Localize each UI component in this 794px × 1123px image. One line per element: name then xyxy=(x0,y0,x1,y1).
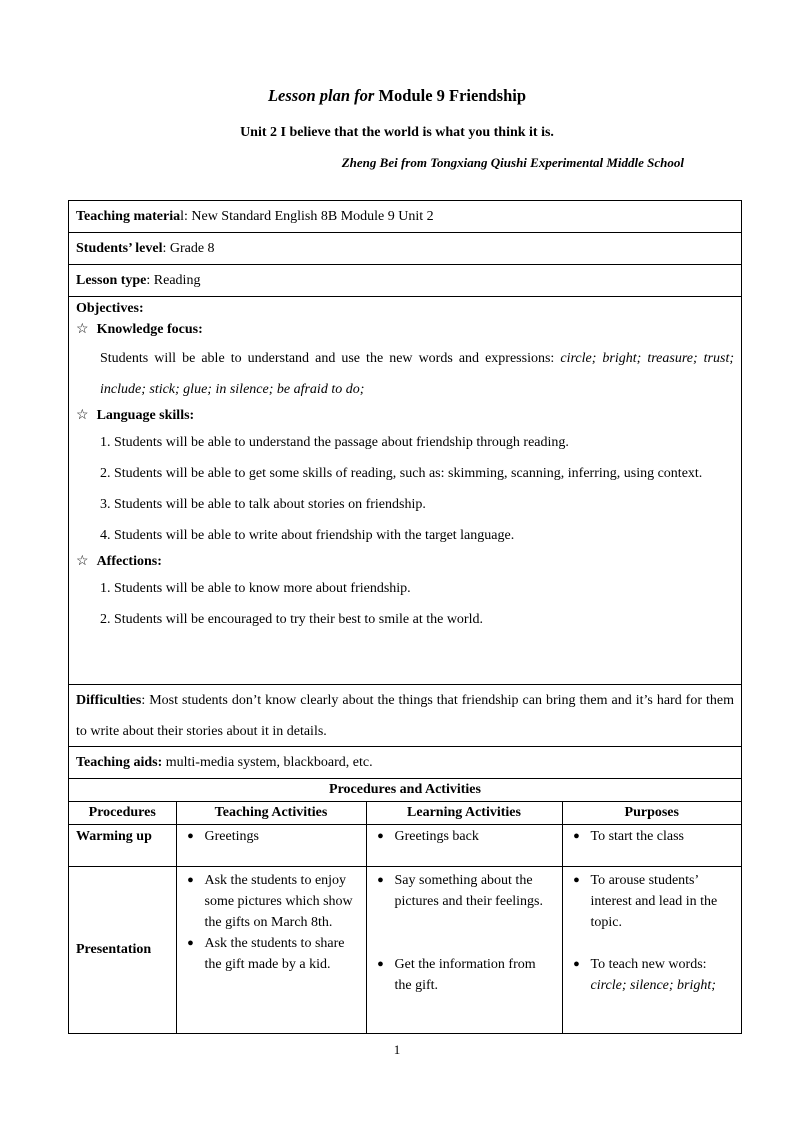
bullet-icon: ● xyxy=(573,874,580,886)
affections-item: 1. Students will be able to know more about friendship. xyxy=(100,581,411,596)
bullet-icon: ● xyxy=(573,958,580,970)
type-value: : Reading xyxy=(146,273,201,288)
bullet-icon: ● xyxy=(377,830,384,842)
difficulties-text: : Most students don’t know clearly about the things that friendship can bring them and it’s hard for them to write about their stories about it in details. xyxy=(76,693,734,739)
affections-heading: ☆ Affections: xyxy=(76,554,162,569)
knowledge-focus-heading: ☆ Knowledge focus: xyxy=(76,322,203,337)
title-italic: Lesson plan for xyxy=(267,86,375,105)
column-header: Teaching Activities xyxy=(176,802,366,825)
aids-text: multi-media system, blackboard, etc. xyxy=(162,755,373,770)
aids-label: Teaching aids: xyxy=(76,755,163,770)
language-item: 1. Students will be able to understand the passage about friendship through reading. xyxy=(100,435,569,450)
knowledge-focus-text: Students will be able to understand and use the new words and expressions: circle; bright; treasure; trust; include; stick; glue; in silence; be afraid to do; xyxy=(100,351,735,397)
bullet-icon: ● xyxy=(573,830,580,842)
procedures-header-row xyxy=(69,802,741,825)
presentation-row xyxy=(69,867,741,1033)
star-icon: ☆ xyxy=(76,322,89,337)
lesson-plan-table xyxy=(68,200,742,1034)
document-title xyxy=(0,86,794,106)
lesson-type-row xyxy=(69,265,741,297)
column-header: Purposes xyxy=(562,802,741,825)
language-item: 3. Students will be able to talk about stories on friendship. xyxy=(100,497,426,512)
difficulties-row xyxy=(69,685,741,747)
level-value: : Grade 8 xyxy=(162,241,215,256)
warmup-learning: ● Greetings back xyxy=(366,825,562,867)
presentation-label: Presentation xyxy=(69,867,176,1033)
students-level-row xyxy=(69,233,741,265)
presentation-learning: ● Say something about the pictures and their feelings. ● Get the information from the gift. xyxy=(366,867,562,1033)
title-main: Module 9 Friendship xyxy=(378,86,527,105)
bullet-icon: ● xyxy=(377,874,384,886)
warmup-label: Warming up xyxy=(69,825,176,867)
knowledge-words: circle; bright; treasure; trust; include; stick; glue; in silence; be afraid to do; xyxy=(100,351,735,397)
level-label: Students’ level xyxy=(76,241,163,256)
new-words: circle; silence; bright; xyxy=(590,978,716,993)
bullet-icon: ● xyxy=(187,874,194,886)
language-item: 4. Students will be able to write about friendship with the target language. xyxy=(100,528,515,543)
presentation-purpose: ● To arouse students’ interest and lead in the topic. ● To teach new words: circle; silence; bright; xyxy=(562,867,741,1033)
column-header: Learning Activities xyxy=(366,802,562,825)
type-label: Lesson type xyxy=(76,273,147,288)
language-skills-heading: ☆ Language skills: xyxy=(76,408,195,423)
bullet-icon: ● xyxy=(187,830,194,842)
material-value: l: New Standard English 8B Module 9 Unit 2 xyxy=(180,209,434,224)
difficulties-label: Difficulties xyxy=(76,693,142,708)
warmup-teaching: ● Greetings xyxy=(176,825,366,867)
language-item: 2. Students will be able to get some skills of reading, such as: skimming, scanning, inferring, using context. xyxy=(100,466,703,481)
column-header: Procedures xyxy=(69,802,176,825)
page-number: 1 xyxy=(393,1042,401,1057)
unit-title: Unit 2 I believe that the world is what you think it is. xyxy=(240,125,554,140)
objectives-heading: Objectives: xyxy=(76,301,144,316)
affections-item: 2. Students will be encouraged to try their best to smile at the world. xyxy=(100,612,483,627)
warmup-purpose: ● To start the class xyxy=(562,825,741,867)
warmup-row xyxy=(69,825,741,867)
material-label: Teaching materia xyxy=(76,209,181,224)
objectives-section xyxy=(69,297,741,685)
star-icon: ☆ xyxy=(76,554,89,569)
teaching-material-row xyxy=(69,201,741,233)
procedures-heading: Procedures and Activities xyxy=(69,779,741,802)
presentation-teaching: ● Ask the students to enjoy some pictures which show the gifts on March 8th. ● Ask the students to share the gift made by a kid. xyxy=(176,867,366,1033)
bullet-icon: ● xyxy=(187,937,194,949)
procedures-table xyxy=(69,802,741,1033)
star-icon: ☆ xyxy=(76,408,89,423)
author-line: Zheng Bei from Tongxiang Qiushi Experimental Middle School xyxy=(341,155,684,170)
bullet-icon: ● xyxy=(377,958,384,970)
teaching-aids-row xyxy=(69,747,741,779)
